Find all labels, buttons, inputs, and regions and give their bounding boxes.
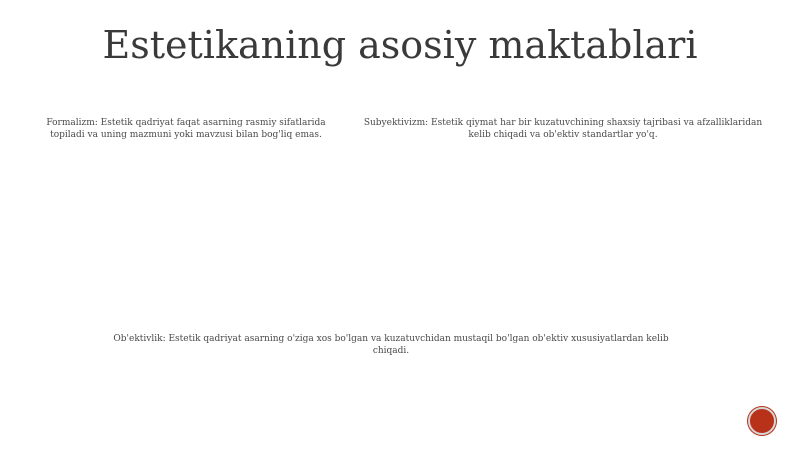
text-block-formalism: Formalizm: Estetik qadriyat faqat asarning rasmiy sifatlarida topiladi va uning mazmuni yoki mavzusi bilan bog'liq emas. [46, 118, 326, 140]
text-block-subjectivism: Subyektivizm: Estetik qiymat har bir kuzatuvchining shaxsiy tajribasi va afzalliklaridan kelib chiqadi va ob'ektiv standartlar yo'q. [363, 118, 763, 140]
slide-title: Estetikaning asosiy maktablari [102, 23, 698, 67]
text-block-objectivity: Ob'ektivlik: Estetik qadriyat asarning o'ziga xos bo'lgan va kuzatuvchidan mustaqil bo'lgan ob'ektiv xususiyatlardan kelib chiqadi. [113, 334, 669, 356]
circle-nav-icon[interactable] [748, 407, 776, 435]
